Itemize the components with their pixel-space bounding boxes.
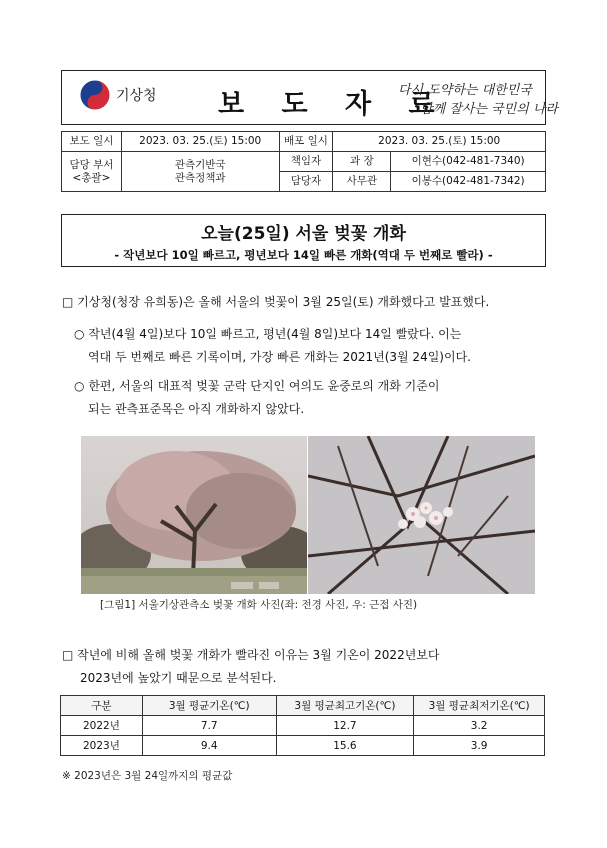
figure-caption: [그림1] 서울기상관측소 벚꽃 개화 사진(좌: 전경 사진, 우: 근접 사진) bbox=[100, 599, 418, 611]
table-cell: 7.7 bbox=[142, 716, 276, 736]
table-row bbox=[61, 736, 545, 756]
table-header-cell: 구분 bbox=[61, 696, 143, 716]
table-header-cell: 3월 평균최고기온(℃) bbox=[276, 696, 414, 716]
paragraph-1-sub-2 bbox=[74, 375, 549, 421]
circle-bullet-icon: ○ bbox=[74, 327, 85, 341]
temperature-table bbox=[60, 695, 545, 756]
square-bullet-icon: □ bbox=[62, 295, 74, 309]
table-cell: 3.2 bbox=[414, 716, 545, 736]
square-bullet-icon: □ bbox=[62, 648, 74, 662]
slogan-line1: 다시 도약하는 대한민국 bbox=[398, 83, 532, 98]
department-label: 담당 부서 bbox=[69, 158, 114, 171]
table-cell: 3.9 bbox=[414, 736, 545, 756]
p2-line2: 2023년에 높았기 때문으로 분석된다. bbox=[80, 671, 277, 685]
table-cell: 2023년 bbox=[61, 736, 143, 756]
paragraph-1 bbox=[62, 291, 489, 314]
department-sub: <총괄> bbox=[72, 171, 111, 184]
distribution-date: 2023. 03. 25.(토) 15:00 bbox=[333, 132, 546, 152]
table-header-cell: 3월 평균기온(℃) bbox=[142, 696, 276, 716]
paragraph-2 bbox=[62, 644, 547, 690]
cherry-blossom-closeup-photo bbox=[308, 436, 535, 594]
department-line2: 관측정책과 bbox=[174, 171, 226, 184]
info-table bbox=[61, 131, 546, 192]
kma-logo-icon bbox=[79, 79, 111, 111]
table-cell: 9.4 bbox=[142, 736, 276, 756]
report-date-label: 보도 일시 bbox=[62, 132, 122, 152]
headline-box bbox=[61, 214, 546, 267]
agency-name: 기상청 bbox=[116, 88, 157, 104]
sub2-line2: 되는 관측표준목은 아직 개화하지 않았다. bbox=[88, 402, 305, 416]
manager-title: 과 장 bbox=[333, 152, 391, 172]
table-cell: 12.7 bbox=[276, 716, 414, 736]
p2-line1: 작년에 비해 올해 벚꽃 개화가 빨라진 이유는 3월 기온이 2022년보다 bbox=[77, 648, 440, 662]
cherry-blossom-wide-photo bbox=[81, 436, 307, 594]
sub2-line1: 한편, 서울의 대표적 벚꽃 군락 단지인 여의도 윤중로의 개화 기준이 bbox=[88, 379, 440, 393]
staff-title: 사무관 bbox=[333, 172, 391, 192]
report-date: 2023. 03. 25.(토) 15:00 bbox=[121, 132, 279, 152]
table-row bbox=[61, 716, 545, 736]
sub1-line1: 작년(4월 4일)보다 10일 빠르고, 평년(4월 8일)보다 14일 빨랐다. 이는 bbox=[88, 327, 462, 341]
sub1-line2: 역대 두 번째로 빠른 기록이며, 가장 빠른 개화는 2021년(3월 24일)이다. bbox=[88, 350, 471, 364]
staff-name: 이봉수(042-481-7342) bbox=[391, 172, 546, 192]
distribution-date-label: 배포 일시 bbox=[279, 132, 333, 152]
slogan-line2: 함께 잘사는 국민의 나라 bbox=[420, 102, 558, 117]
page-title: 보 도 자 료 bbox=[218, 89, 449, 120]
department-label-cell bbox=[62, 152, 122, 192]
table-header-row bbox=[61, 696, 545, 716]
staff-label: 담당자 bbox=[279, 172, 333, 192]
footnote: ※ 2023년은 3월 24일까지의 평균값 bbox=[62, 770, 233, 782]
paragraph-1-sub-1 bbox=[74, 323, 549, 369]
headline-subtitle: - 작년보다 10일 빠르고, 평년보다 14일 빠른 개화(역대 두 번째로 빨라) - bbox=[114, 248, 493, 262]
table-cell: 15.6 bbox=[276, 736, 414, 756]
circle-bullet-icon: ○ bbox=[74, 379, 85, 393]
paragraph-1-text: 기상청(청장 유희동)은 올해 서울의 벚꽃이 3월 25일(토) 개화했다고 발표했다. bbox=[77, 295, 490, 309]
manager-name: 이현수(042-481-7340) bbox=[391, 152, 546, 172]
table-header-cell: 3월 평균최저기온(℃) bbox=[414, 696, 545, 716]
manager-label: 책임자 bbox=[279, 152, 333, 172]
department-cell bbox=[121, 152, 279, 192]
department-line1: 관측기반국 bbox=[174, 158, 226, 171]
headline-title: 오늘(25일) 서울 벚꽃 개화 bbox=[201, 224, 406, 244]
table-cell: 2022년 bbox=[61, 716, 143, 736]
